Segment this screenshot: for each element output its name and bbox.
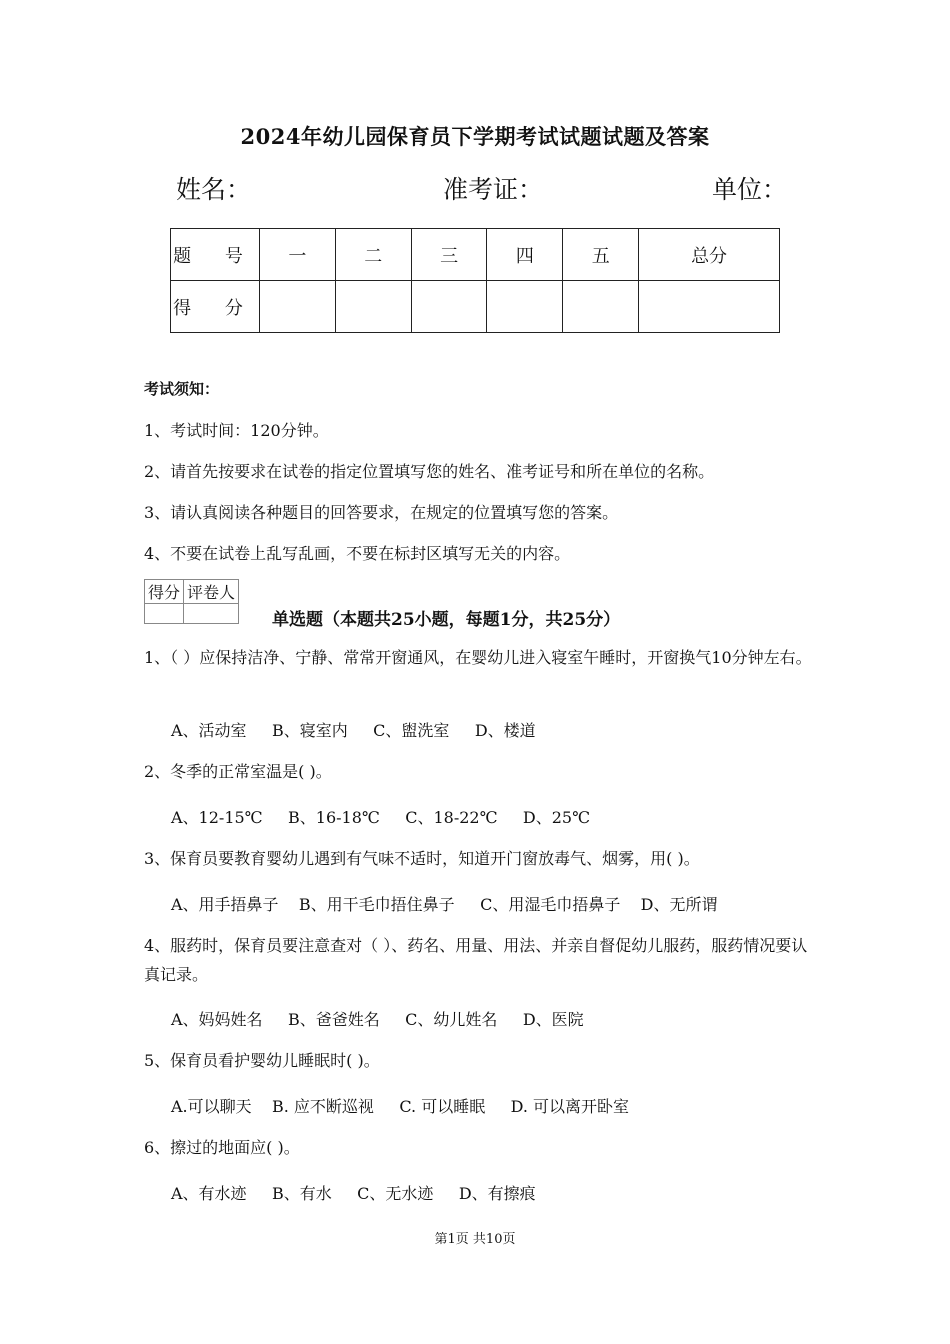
score-input-cell[interactable] xyxy=(487,281,563,333)
notice-item: 4、不要在试卷上乱写乱画，不要在标封区填写无关的内容。 xyxy=(144,544,571,563)
question-options: A、用手捂鼻子 B、用干毛巾捂住鼻子 C、用湿毛巾捂鼻子 D、无所谓 xyxy=(171,895,718,914)
question-options: A、活动室 B、寝室内 C、盥洗室 D、楼道 xyxy=(171,721,536,740)
score-table-cell: 二 xyxy=(335,229,411,281)
grader-reviewer-label: 评卷人 xyxy=(184,580,239,604)
notice-item: 1、考试时间：120分钟。 xyxy=(144,421,329,440)
question-stem: 4、服药时，保育员要注意查对（ ）、药名、用量、用法、并亲自督促幼儿服药，服药情况要认真记录。 xyxy=(144,936,808,984)
grader-box xyxy=(144,579,239,624)
question-options: A、12-15℃ B、16-18℃ C、18-22℃ D、25℃ xyxy=(171,808,591,827)
notice-title: 考试须知： xyxy=(144,380,220,398)
score-table-header-row xyxy=(171,229,780,281)
question-stem: 1、（ ）应保持洁净、宁静、常常开窗通风，在婴幼儿进入寝室午睡时，开窗换气10分钟左右。 xyxy=(144,648,812,667)
score-table-score-row xyxy=(171,281,780,333)
grader-score-label: 得分 xyxy=(145,580,184,604)
score-table xyxy=(170,228,780,333)
grader-score-cell[interactable] xyxy=(145,604,184,624)
unit-field-label: 单位： xyxy=(712,175,788,204)
exam-title: 2024年幼儿园保育员下学期考试试题试题及答案 xyxy=(240,124,710,149)
score-table-cell: 一 xyxy=(260,229,336,281)
question-stem: 2、冬季的正常室温是( )。 xyxy=(144,762,332,781)
score-table-cell: 得 分 xyxy=(171,281,260,333)
score-table-cell: 题 号 xyxy=(171,229,260,281)
grader-reviewer-cell[interactable] xyxy=(184,604,239,624)
notice-item: 2、请首先按要求在试卷的指定位置填写您的姓名、准考证号和所在单位的名称。 xyxy=(144,462,715,481)
score-table-cell: 总分 xyxy=(639,229,780,281)
score-input-cell[interactable] xyxy=(639,281,780,333)
score-table-cell: 五 xyxy=(563,229,639,281)
exam-id-field-label: 准考证： xyxy=(443,175,544,204)
section-heading: 单选题（本题共25小题，每题1分，共25分） xyxy=(272,610,621,630)
question-stem: 6、擦过的地面应( )。 xyxy=(144,1138,300,1157)
score-input-cell[interactable] xyxy=(335,281,411,333)
page-footer: 第1页 共10页 xyxy=(434,1232,516,1247)
score-input-cell[interactable] xyxy=(260,281,336,333)
question-options: A、妈妈姓名 B、爸爸姓名 C、幼儿姓名 D、医院 xyxy=(171,1010,584,1029)
score-table-cell: 三 xyxy=(411,229,487,281)
question-options: A.可以聊天 B. 应不断巡视 C. 可以睡眠 D. 可以离开卧室 xyxy=(171,1097,630,1116)
notice-item: 3、请认真阅读各种题目的回答要求，在规定的位置填写您的答案。 xyxy=(144,503,619,522)
score-table-cell: 四 xyxy=(487,229,563,281)
question-options: A、有水迹 B、有水 C、无水迹 D、有擦痕 xyxy=(171,1184,536,1203)
question-stem: 5、保育员看护婴幼儿睡眠时( )。 xyxy=(144,1051,380,1070)
name-field-label: 姓名： xyxy=(176,175,252,204)
score-input-cell[interactable] xyxy=(411,281,487,333)
score-input-cell[interactable] xyxy=(563,281,639,333)
question-stem: 3、保育员要教育婴幼儿遇到有气味不适时，知道开门窗放毒气、烟雾，用( )。 xyxy=(144,849,700,868)
